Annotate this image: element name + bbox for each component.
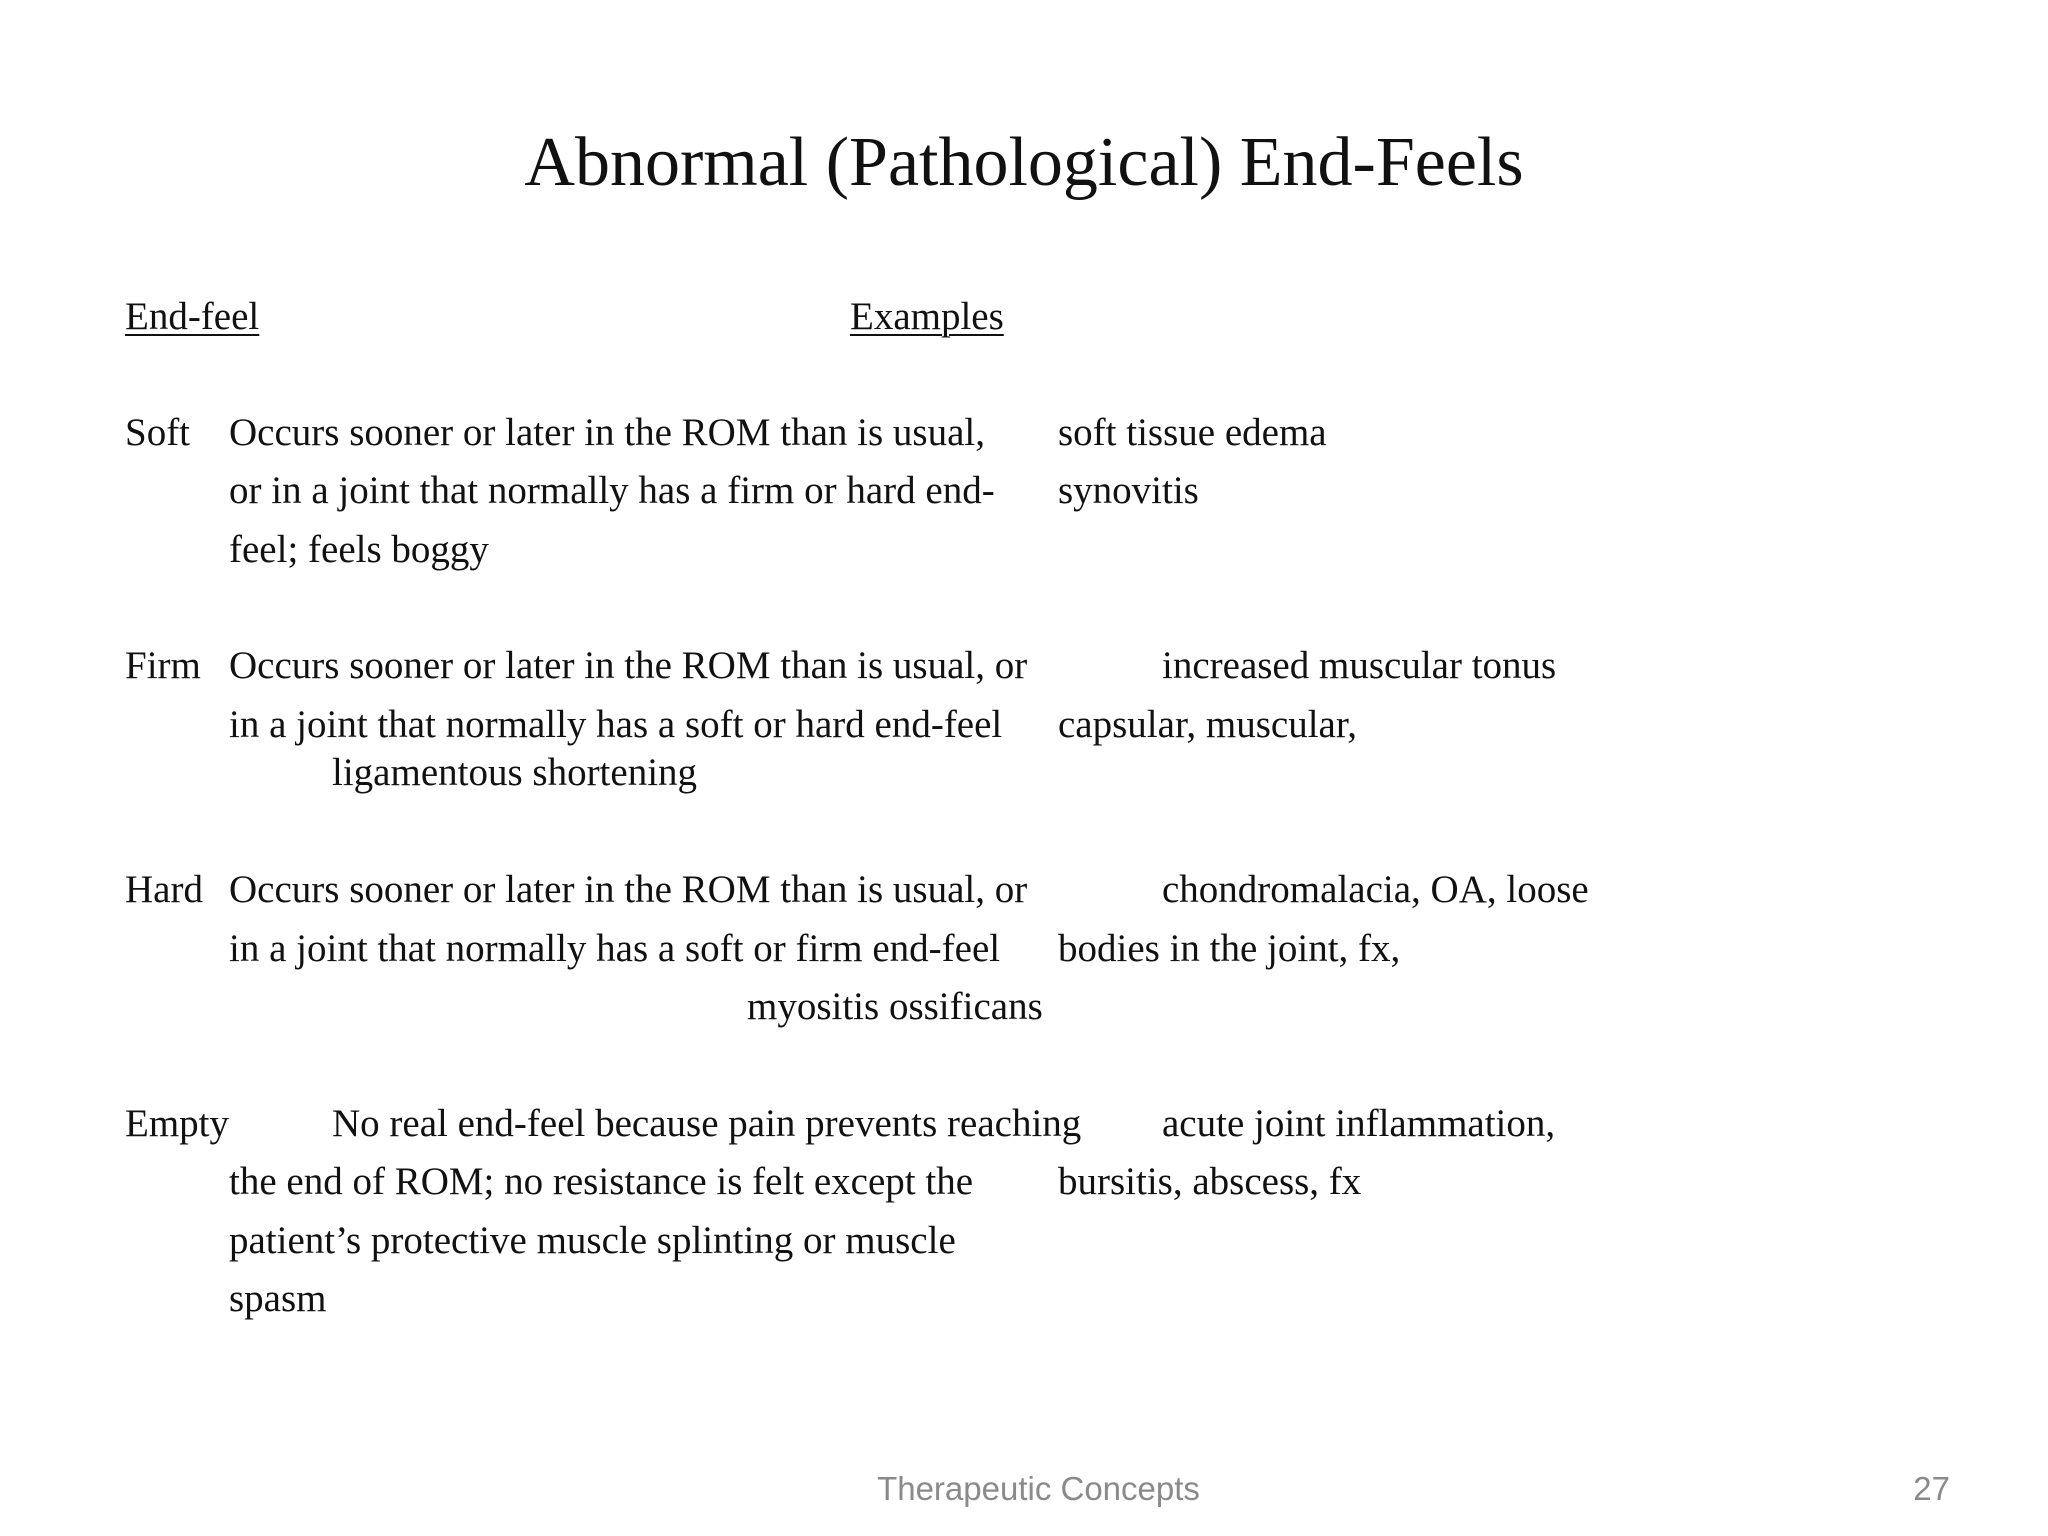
row-description-line: or in a joint that normally has a firm or hard end- [229,469,995,512]
row-example-line: bodies in the joint, fx, [1058,927,1401,970]
row-description-line: spasm [229,1277,327,1320]
row-example-line: increased muscular tonus [1162,644,1557,687]
slide-title: Abnormal (Pathological) End-Feels [524,124,1524,201]
row-example-line: capsular, muscular, [1058,703,1358,746]
page-number: 27 [1913,1470,1950,1507]
row-example-line: acute joint inflammation, [1162,1102,1556,1145]
row-example-line: soft tissue edema [1058,411,1327,454]
row-description-line: feel; feels boggy [229,528,489,571]
row-description-line: Occurs sooner or later in the ROM than is usual, or [229,644,1028,687]
row-description-line: No real end-feel because pain prevents reaching [332,1102,1082,1145]
row-description-line: in a joint that normally has a soft or hard end-feel [229,703,1003,746]
row-label: Soft [125,411,191,454]
row-example-line: myositis ossificans [747,985,1043,1028]
row-description-line: Occurs sooner or later in the ROM than is usual, [229,411,986,454]
row-label: Firm [125,644,201,687]
row-example-line: chondromalacia, OA, loose [1162,868,1589,911]
row-description-line: the end of ROM; no resistance is felt except the [229,1160,974,1203]
row-example-line: synovitis [1058,469,1199,512]
row-example-line: ligamentous shortening [332,751,698,794]
footer-text: Therapeutic Concepts [877,1470,1200,1507]
endfeel-header: End-feel [125,295,260,338]
row-label: Hard [125,868,203,911]
row-example-line: bursitis, abscess, fx [1058,1160,1362,1203]
examples-header: Examples [850,295,1004,338]
row-description-line: in a joint that normally has a soft or firm end-feel [229,927,1001,970]
row-description-line: patient’s protective muscle splinting or muscle [229,1219,956,1262]
row-label: Empty [125,1102,229,1145]
row-description-line: Occurs sooner or later in the ROM than is usual, or [229,868,1028,911]
